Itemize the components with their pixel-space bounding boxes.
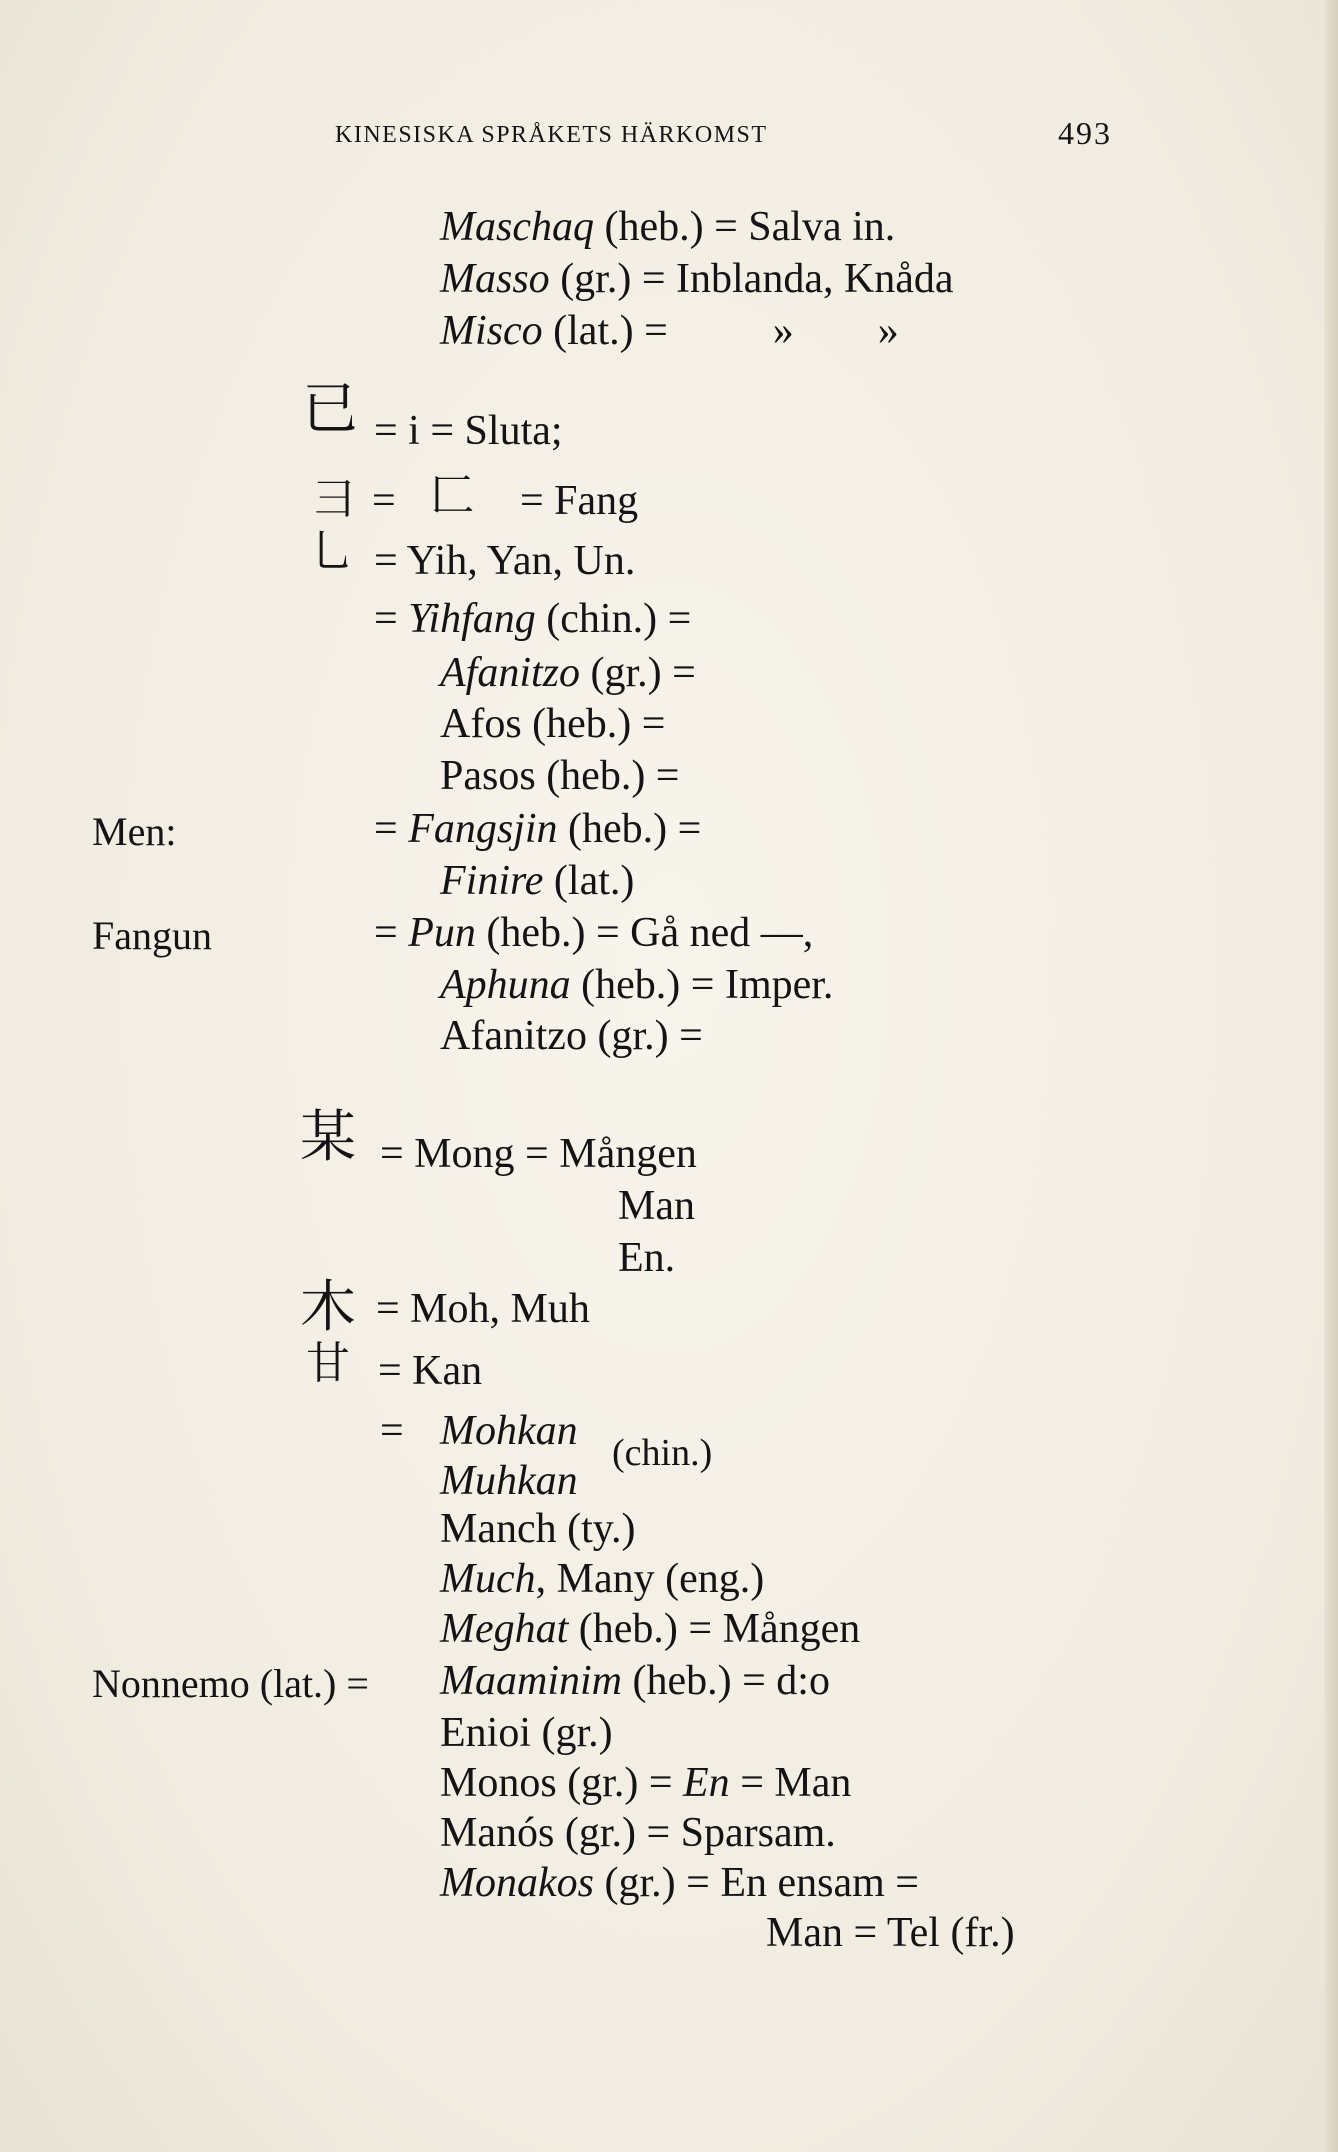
entry-line: = Mong = Mången — [380, 1131, 697, 1177]
entry-line: Monakos (gr.) = En ensam = — [440, 1860, 919, 1906]
chinese-character: 已 — [302, 377, 358, 442]
chinese-character: 甘 — [306, 1338, 350, 1389]
entry-line: = Yih, Yan, Un. — [374, 538, 636, 584]
entry-line: Pasos (heb.) = — [440, 753, 680, 799]
entry-line: Man = Tel (fr.) — [766, 1910, 1015, 1956]
entry-line: Maaminim (heb.) = d:o — [440, 1658, 830, 1704]
entry-line: = Moh, Muh — [376, 1286, 590, 1332]
entry-line: Finire (lat.) — [440, 858, 635, 904]
chinese-character: 某 — [300, 1105, 356, 1170]
entry-line: En. — [618, 1235, 676, 1281]
entry-line: Muhkan — [440, 1458, 578, 1504]
entry-line: Afos (heb.) = — [440, 701, 666, 747]
entry-line: Manós (gr.) = Sparsam. — [440, 1810, 836, 1856]
side-label-fangun: Fangun — [92, 913, 212, 958]
chinese-character: 乚 — [310, 526, 354, 577]
running-header: KINESISKA SPRÅKETS HÄRKOMST — [335, 122, 768, 148]
entry-line: Afanitzo (gr.) = — [440, 650, 696, 696]
side-label-men: Men: — [92, 809, 177, 854]
side-label-nonnemo: Nonnemo (lat.) = — [92, 1661, 369, 1706]
entry-line: Aphuna (heb.) = Imper. — [440, 962, 834, 1008]
entry-line: = Kan — [378, 1348, 483, 1394]
entry-line: Mohkan — [440, 1408, 578, 1454]
page-number: 493 — [1058, 115, 1112, 151]
entry-line: = Pun (heb.) = Gå ned —, — [374, 910, 814, 956]
chinese-character: 彐 — [312, 474, 356, 525]
entry-line: Misco (lat.) = » » — [440, 308, 899, 354]
chinese-character: 木 — [300, 1275, 356, 1340]
entry-line: Man — [618, 1183, 695, 1229]
equals-sign: = — [380, 1408, 404, 1454]
chinese-character: 匚 — [430, 470, 474, 521]
entry-line: = Fangsjin (heb.) = — [374, 806, 702, 852]
entry-line: Afanitzo (gr.) = — [440, 1013, 703, 1059]
entry-line: (chin.) — [612, 1432, 713, 1474]
page-edge — [1324, 0, 1338, 2152]
equals-sign: = — [372, 478, 396, 524]
entry-line: Monos (gr.) = En = Man — [440, 1760, 852, 1806]
entry-line: Maschaq (heb.) = Salva in. — [440, 204, 896, 250]
entry-line: Masso (gr.) = Inblanda, Knåda — [440, 256, 954, 302]
entry-line: Meghat (heb.) = Mången — [440, 1606, 861, 1652]
entry-line: = Yihfang (chin.) = — [374, 596, 692, 642]
entry-line: = i = Sluta; — [374, 408, 563, 454]
entry-line: Much, Many (eng.) — [440, 1556, 765, 1602]
entry-line: Manch (ty.) — [440, 1506, 636, 1552]
entry-line: Enioi (gr.) — [440, 1710, 613, 1756]
entry-line: = Fang — [520, 478, 639, 524]
